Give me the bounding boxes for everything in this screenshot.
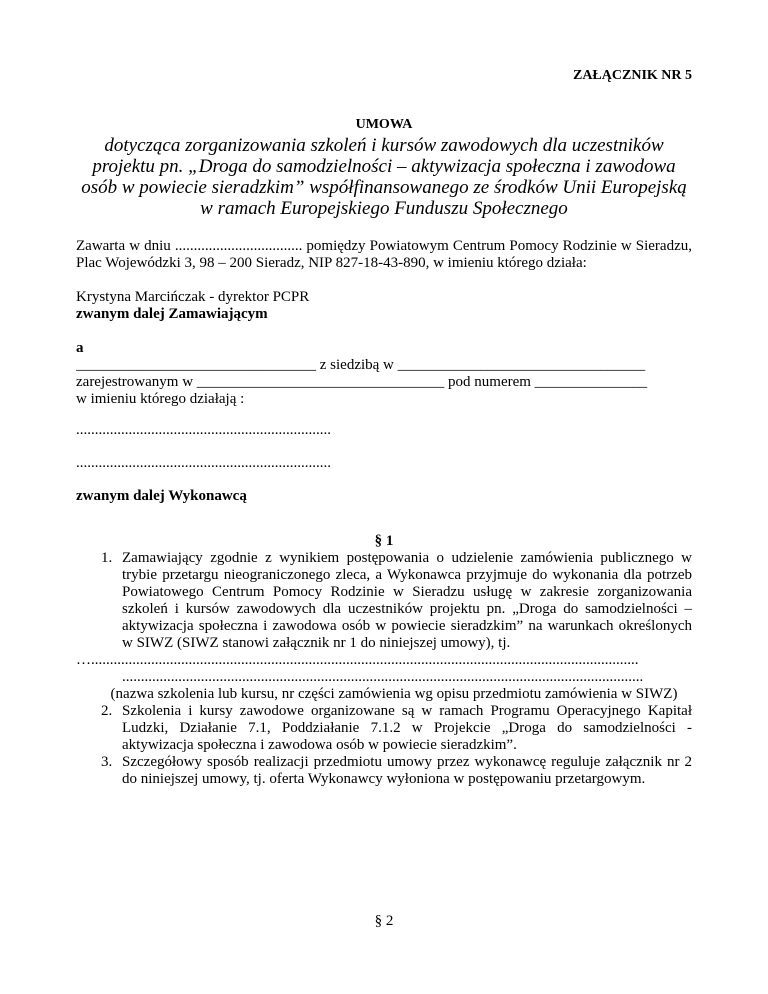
list-item-text: Zamawiający zgodnie z wynikiem postępowania o udzielenie zamówienia publicznego w trybie przetargu nieograniczonego zleca, a Wykonawca przyjmuje do wykonania dla potrzeb Powiatowego Centrum Pomocy Rodzinie w Sieradzu usługę w zakresie zorganizowania szkoleń i kursów zawodowych dla uczestników projektu pn. „Droga do samodzielności – aktywizacja społeczna i zawodowa osób w powiecie sieradzkim” na warunkach określonych w SIWZ (SIWZ stanowi załącznik nr 1 do niniejszej umowy), tj.: [122, 550, 692, 651]
section-1-heading: § 1: [374, 533, 394, 549]
list-item-number: 3.: [101, 754, 113, 770]
list-item: [76, 754, 692, 788]
contractor-registration-line: zarejestrowanym w _________________________________ pod numerem _______________: [76, 374, 648, 390]
representative-dots-1: ....................................................................: [76, 422, 331, 438]
representative-dots-2: ....................................................................: [76, 455, 331, 471]
annex-label: ZAŁĄCZNIK NR 5: [572, 68, 692, 83]
contract-subtitle: dotycząca zorganizowania szkoleń i kursów zawodowych dla uczestników projektu pn. „Droga do samodzielności – aktywizacja społeczna i zawodowa osób w powiecie sieradzkim” współfinansowanego ze środków Unii Europejską w ramach Europejskiego Funduszu Społecznego: [81, 135, 687, 219]
section-1-list: [76, 550, 692, 788]
list-item-number: 2.: [101, 703, 113, 719]
section-2-heading: § 2: [374, 913, 394, 929]
document-page: [76, 0, 692, 994]
list-item-number: 1.: [101, 550, 113, 566]
contractor-block: [76, 340, 692, 408]
list-item: [76, 703, 692, 754]
client-person: Krystyna Marcińczak - dyrektor PCPR: [76, 289, 310, 305]
list-item: [76, 550, 692, 652]
contractor-designation: zwanym dalej Wykonawcą: [76, 488, 247, 504]
contract-title: [76, 116, 692, 219]
client-block: [76, 289, 692, 323]
subject-note: (nazwa szkolenia lub kursu, nr części zamówienia wg opisu przedmiotu zamówienia w SIWZ): [110, 686, 678, 702]
subject-dotted-line-1: …..................................................................................................................................................: [76, 652, 639, 668]
client-designation: zwanym dalej Zamawiającym: [76, 306, 268, 322]
list-item-text: Szkolenia i kursy zawodowe organizowane są w ramach Programu Operacyjnego Kapitał Ludzki, Działanie 7.1, Poddziałanie 7.1.2 w Projekcie „Droga do samodzielności - aktywizacja społeczna i zawodowa osób w powiecie sieradzkim”.: [122, 703, 692, 753]
contractor-representatives-label: w imieniu którego działają :: [76, 391, 245, 407]
intro-paragraph: Zawarta w dniu .................................. pomiędzy Powiatowym Centrum Pomocy Rodzinie w Sieradzu, Plac Wojewódzki 3, 98 – 200 Sieradz, NIP 827-18-43-890, w imieniu którego działa:: [76, 238, 692, 271]
contractor-conjunction: a: [76, 340, 84, 356]
subject-dotted-line-2: ...........................................................................................................................................: [122, 669, 644, 685]
contractor-name-line: ________________________________ z siedzibą w _________________________________: [76, 357, 646, 373]
contract-heading: UMOWA: [355, 117, 413, 132]
list-item-text: Szczegółowy sposób realizacji przedmiotu umowy przez wykonawcę reguluje załącznik nr 2 do niniejszej umowy, tj. oferta Wykonawcy wyłoniona w postępowaniu przetargowym.: [122, 754, 692, 787]
